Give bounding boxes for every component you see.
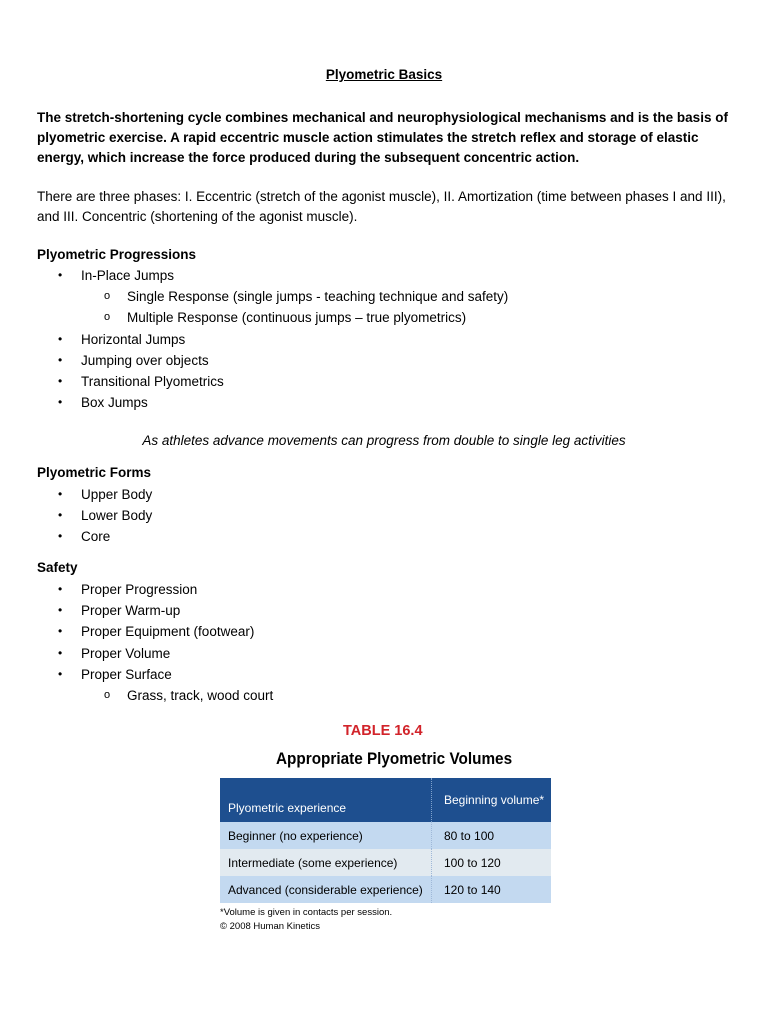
intro-paragraph: The stretch-shortening cycle combines mechanical and neurophysiological mechanisms and is the basis of plyometric exercise. A rapid eccentric muscle action stimulates the stretch reflex and storage of elastic energy, which increase the force produced during the subsequent concentric action. [37, 110, 728, 165]
bullet-icon: • [58, 582, 63, 596]
table-row [220, 822, 551, 849]
bullet-icon: • [58, 624, 63, 639]
bullet-icon: • [58, 508, 63, 523]
table-cell: 100 to 120 [432, 849, 552, 876]
table-header-row [220, 778, 551, 822]
table-header-cell: Beginning volume* [432, 778, 552, 822]
bullet-icon: • [58, 331, 63, 346]
bullet-icon: • [58, 268, 63, 282]
table-row [220, 876, 551, 903]
volumes-table [220, 778, 551, 903]
safety-heading: Safety [37, 560, 78, 575]
table-header-cell: Plyometric experience [220, 778, 432, 822]
progressions-heading: Plyometric Progressions [37, 247, 197, 262]
sub-bullet-icon: o [104, 688, 111, 701]
table-copyright: © 2008 Human Kinetics [220, 921, 320, 932]
bullet-icon: • [58, 529, 63, 544]
bullet-icon: • [58, 666, 63, 681]
table-title: Appropriate Plyometric Volumes [276, 749, 513, 768]
phases-paragraph: There are three phases: I. Eccentric (stretch of the agonist muscle), II. Amortization (time between phases I and III), and III. Concentric (shortening of the agonist muscle). [37, 189, 726, 224]
bullet-icon: • [58, 352, 63, 367]
bullet-icon: • [58, 373, 63, 388]
sub-bullet-icon: o [104, 311, 111, 324]
table-row [220, 849, 551, 876]
table-cell: Beginner (no experience) [220, 822, 432, 849]
progression-note: As athletes advance movements can progress from double to single leg activities [142, 433, 626, 448]
bullet-icon: • [58, 645, 63, 660]
table-cell: Advanced (considerable experience) [220, 876, 432, 903]
sub-bullet-icon: o [104, 290, 111, 303]
bullet-icon: • [58, 487, 63, 501]
table-footnote: *Volume is given in contacts per session. [220, 907, 393, 918]
table-cell: 120 to 140 [432, 876, 552, 903]
forms-heading: Plyometric Forms [37, 465, 152, 480]
table-cell: 80 to 100 [432, 822, 552, 849]
bullet-icon: • [58, 603, 63, 618]
document-page: Plyometric Basics The stretch-shortening cycle combines mechanical and neurophysiological mechanisms and is the basis of plyometric exercise. A rapid eccentric muscle action stimulates the stretch reflex and storage of elastic energy, which increase the force produced during the subsequent concentric action. There are three phases: I. Eccentric (stretch of the agonist muscle), II. Amortization (time between phases I and III), and III. Concentric (shortening of the agonist muscle). Plyometric Progressions • In-Place Jumps o Single Response (single jumps - teaching technique and safety) o Multiple Response (continuous jumps – true plyometrics) • Horizontal Jumps • Jumping over objects • Transitional Plyometrics • Box Jumps As athletes advance movements can progress from double to single leg activities Plyometric Forms • Upper Body • Lower Body • Core Safety • Proper Progression • Proper Warm-up • Proper Equipment (footwear) • Proper Volume • Proper Surface o Grass, track, wood court TABLE 16.4 Appropriate Plyometric Volumes Plyometric experience Beginning volume* Beginner (no experience) 80 to 100 Intermediate (some experience) 100 to 120 Advanced (considerable experience) 120 to 140 *Volume is given in contacts per session. © 2008 Human Kinetics [0, 0, 768, 1024]
page-title: Plyometric Basics [325, 67, 443, 82]
table-cell: Intermediate (some experience) [220, 849, 432, 876]
table-label: TABLE 16.4 [343, 723, 423, 739]
bullet-icon: • [58, 395, 63, 410]
